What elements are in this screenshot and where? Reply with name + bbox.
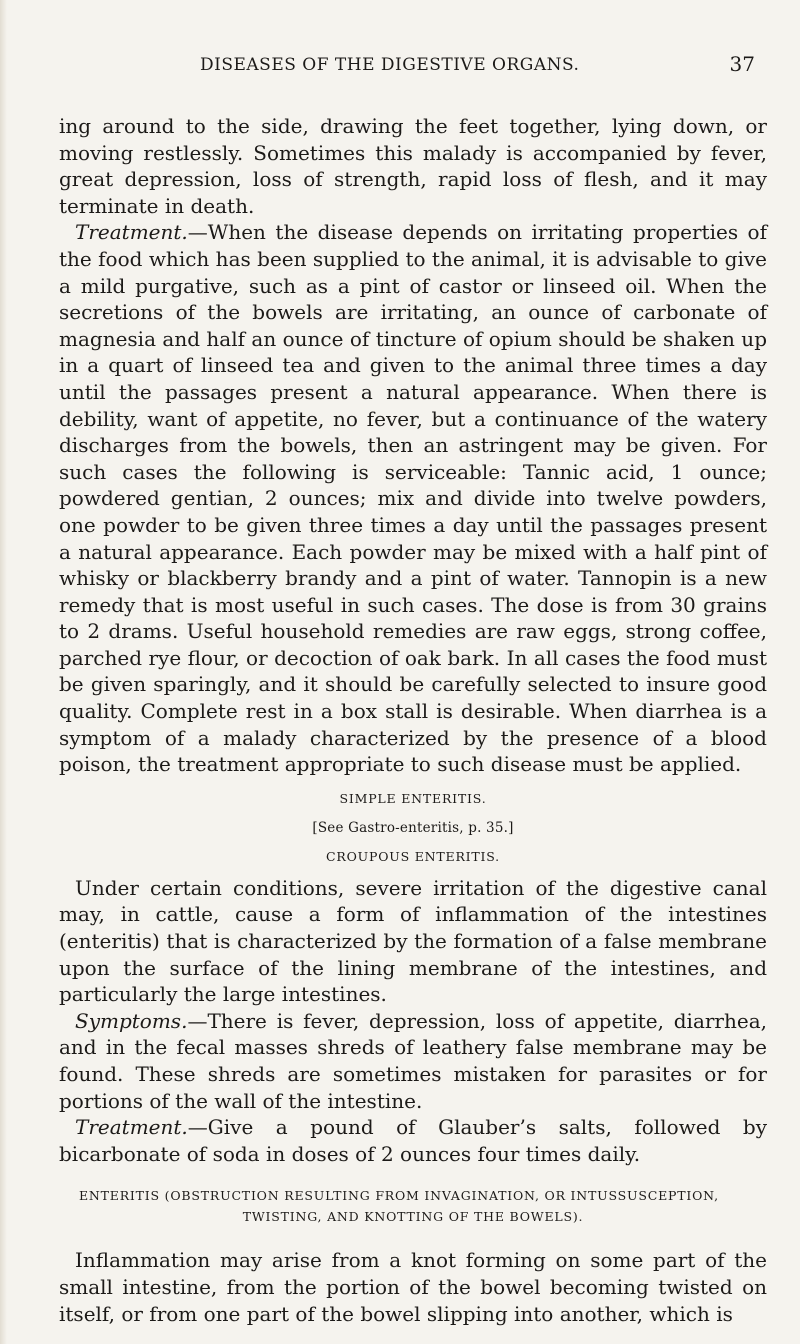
paragraph-continuation: ing around to the side, drawing the feet together, lying down, or moving restlessly. Sometimes this malady is accompanied by fever, great depression, loss of strength, rapid loss of flesh, and it may terminate in death. <box>59 114 767 218</box>
page-number: 37 <box>729 52 755 76</box>
paragraph-treatment <box>59 219 767 777</box>
heading-obstruction-line-1: ENTERITIS (OBSTRUCTION RESULTING FROM INVAGINATION, OR INTUSSUSCEPTION, <box>79 1188 719 1204</box>
cross-reference: [See Gastro-enteritis, p. 35.] <box>312 819 514 836</box>
paragraph-inflammation: Inflammation may arise from a knot forming on some part of the small intestine, from the portion of the bowel becoming twisted on itself, or from one part of the bowel slipping into another, which is <box>59 1248 767 1326</box>
heading-obstruction-enteritis <box>59 1185 767 1227</box>
heading-obstruction-line-2: TWISTING, AND KNOTTING OF THE BOWELS). <box>242 1209 584 1225</box>
symptoms-text: —There is fever, depression, loss of appetite, diarrhea, and in the fecal masses shreds of leathery false membrane may be found. These shreds are sometimes mistaken for parasites or for portions of the wall of the intestine. <box>59 1008 767 1113</box>
page-content <box>59 113 767 1327</box>
heading-croupous-enteritis: CROUPOUS ENTERITIS. <box>326 848 500 864</box>
treatment-label: Treatment. <box>75 220 188 245</box>
paragraph-croupous-intro: Under certain conditions, severe irritation of the digestive canal may, in cattle, cause a form of inflammation of the intestines (enteritis) that is characterized by the formation of a false membrane upon the surface of the lining membrane of the intestines, and particularly the large intestines. <box>59 875 767 1007</box>
treatment-croupous-text: —Give a pound of Glauber’s salts, followed by bicarbonate of soda in doses of 2 ounces four times daily. <box>59 1115 767 1166</box>
paragraph-treatment-croupous <box>59 1114 767 1167</box>
treatment-croupous-label: Treatment. <box>75 1115 188 1140</box>
treatment-text: —When the disease depends on irritating properties of the food which has been supplied to the animal, it is advisable to give a mild purgative, such as a pint of castor or linseed oil. When the secretions of the bowels are irritating, an ounce of carbonate of magnesia and half an ounce of tincture of opium should be shaken up in a quart of linseed tea and given to the animal three times a day until the passages present a natural appearance. When there is debility, want of appetite, no fever, but a continuance of the watery discharges from the bowels, then an astringent may be given. For such cases the following is serviceable: Tannic acid, 1 ounce; powdered gentian, 2 ounces; mix and divide into twelve powders, one powder to be given three times a day until the passages present a natural appearance. Each powder may be mixed with a half pint of whisky or blackberry brandy and a pint of water. Tannopin is a new remedy that is most useful in such cases. The dose is from 30 grains to 2 drams. Useful household remedies are raw eggs, strong coffee, parched rye flour, or decoction of oak bark. In all cases the food must be given sparingly, and it should be carefully selected to insure good quality. Complete rest in a box stall is desirable. When diarrhea is a symptom of a malady characterized by the presence of a blood poison, the treatment appropriate to such disease must be applied. <box>59 220 767 777</box>
heading-simple-enteritis: SIMPLE ENTERITIS. <box>339 790 487 806</box>
page-edge-shadow <box>0 0 7 1344</box>
running-head: DISEASES OF THE DIGESTIVE ORGANS. <box>200 55 580 75</box>
symptoms-label: Symptoms. <box>75 1008 188 1033</box>
page-header <box>0 52 800 85</box>
paragraph-symptoms <box>59 1008 767 1114</box>
